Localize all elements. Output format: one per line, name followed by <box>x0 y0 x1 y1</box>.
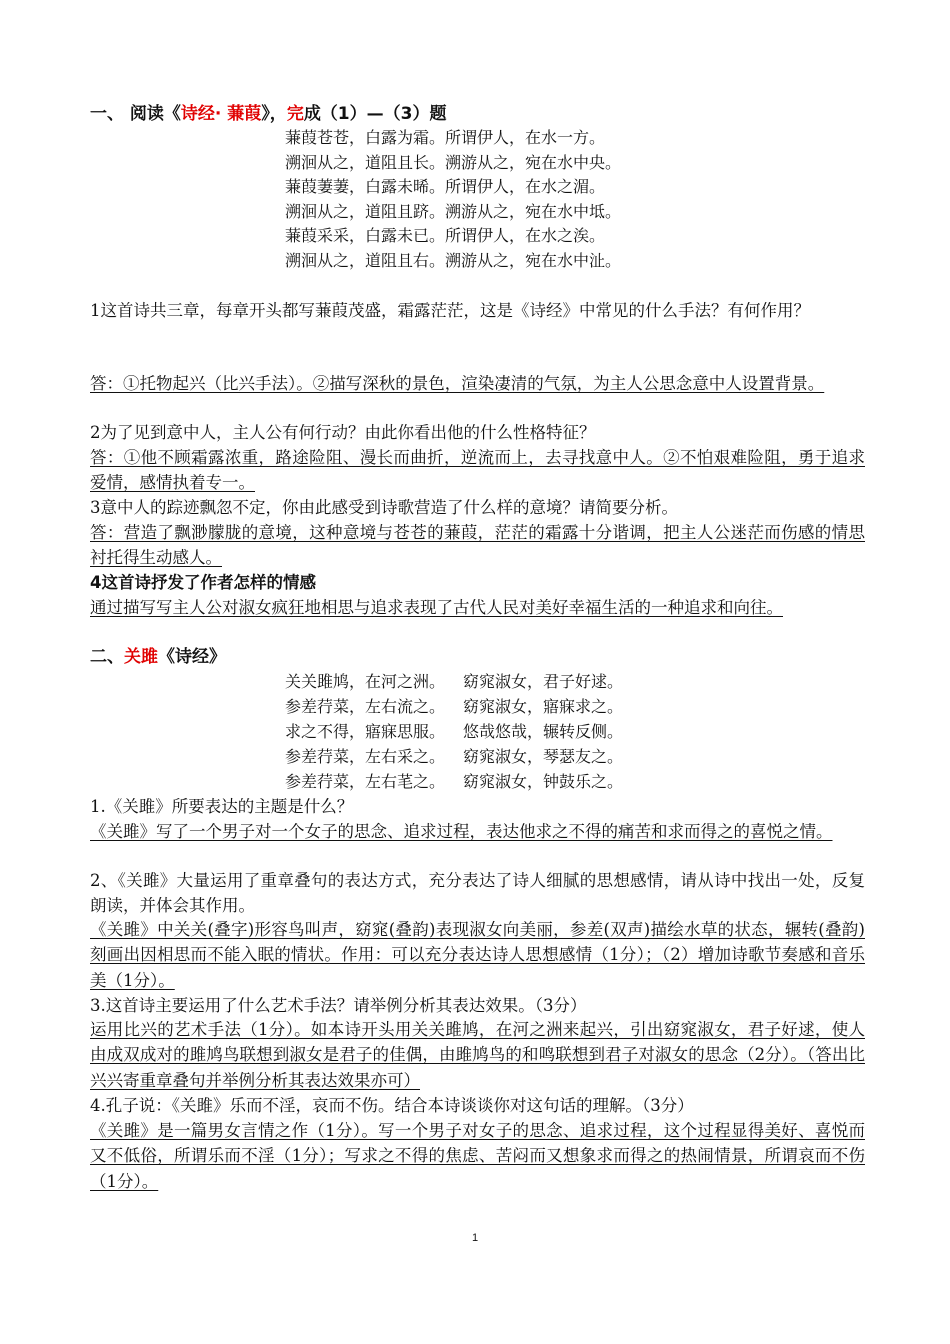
guanju-poem <box>285 669 623 794</box>
poem-half-line: 求之不得，寤寐思服。 <box>285 722 446 741</box>
section1-a2: 答：①他不顾霜露浓重，路途险阻、漫长而曲折，逆流而上，去寻找意中人。②不怕艰难险阻，勇于追求爱情，感情执着专一。 <box>90 448 865 493</box>
section1-heading <box>90 102 865 127</box>
poem-line: 溯洄从之，道阻且跻。溯游从之，宛在水中坻。 <box>285 201 622 221</box>
poem-line <box>285 694 623 719</box>
poem-half-line: 参差荇菜，左右采之。 <box>285 747 446 766</box>
poem-half-line: 窈窕淑女，君子好逑。 <box>463 672 624 691</box>
section2-heading-title: 关雎 <box>124 647 158 667</box>
section2-q1: 1.《关雎》所要表达的主题是什么？ <box>90 797 354 816</box>
poem-line <box>285 669 623 694</box>
section1-heading-suffix: 成（1）—（3）题 <box>303 104 447 124</box>
section2-heading <box>90 645 865 670</box>
section2-heading-suffix: 《诗经》 <box>158 647 226 667</box>
section1-heading-title: 诗经· 蒹葭 <box>180 104 262 124</box>
poem-half-line: 悠哉悠哉，辗转反侧。 <box>463 722 624 741</box>
poem-line <box>285 769 623 794</box>
section2-heading-prefix: 二、 <box>90 647 124 667</box>
poem-half-line: 窈窕淑女，琴瑟友之。 <box>463 747 624 766</box>
section2-a3: 运用比兴的艺术手法（1分）。如本诗开头用关关雎鸠，在河之洲来起兴，引出窈窕淑女，君子好逑，使人由成双成对的雎鸠鸟联想到淑女是君子的佳偶，由雎鸠鸟的和鸣联想到君子对淑女的思念（2分）。（答出比兴兴寄重章叠句并举例分析其表达效果亦可） <box>90 1020 865 1090</box>
poem-half-line: 参差荇菜，左右流之。 <box>285 697 446 716</box>
section2-q3: 3.这首诗主要运用了什么艺术手法？请举例分析其表达效果。（3分） <box>90 996 587 1015</box>
section1-heading-prefix: 一、 阅读《 <box>90 104 181 124</box>
jianjia-poem <box>285 126 621 274</box>
section2-q2: 2、《关雎》大量运用了重章叠句的表达方式，充分表达了诗人细腻的思想感情，请从诗中找出一处，反复朗读，并体会其作用。 <box>90 871 865 916</box>
page-number: 1 <box>471 1232 479 1244</box>
section1-a1: 答：①托物起兴（比兴手法）。②描写深秋的景色，渲染凄清的气氛，为主人公思念意中人设置背景。 <box>90 374 825 393</box>
section1-heading-red-char: 完 <box>286 104 304 124</box>
section1-q4: 4这首诗抒发了作者怎样的情感 <box>90 573 316 592</box>
poem-line <box>285 719 623 744</box>
section1-q3: 3意中人的踪迹飘忽不定，你由此感受到诗歌营造了什么样的意境？请简要分析。 <box>90 498 678 517</box>
section1-heading-mid: 》， <box>261 104 287 124</box>
section1-q1: 1这首诗共三章，每章开头都写蒹葭茂盛，霜露茫茫，这是《诗经》中常见的什么手法？有何作用？ <box>90 301 810 320</box>
poem-half-line: 窈窕淑女，钟鼓乐之。 <box>463 772 624 791</box>
poem-half-line: 关关雎鸠，在河之洲。 <box>285 672 446 691</box>
poem-line: 蒹葭萋萋，白露未晞。所谓伊人，在水之湄。 <box>285 177 606 197</box>
section2-q4: 4.孔子说：《关雎》乐而不淫，哀而不伤。结合本诗谈谈你对这句话的理解。（3分） <box>90 1096 694 1115</box>
poem-line: 溯洄从之，道阻且长。溯游从之，宛在水中央。 <box>285 152 622 172</box>
section1-a3: 答：营造了飘渺朦胧的意境，这种意境与苍苍的蒹葭，茫茫的霜露十分谐调，把主人公迷茫而伤感的情思衬托得生动感人。 <box>90 523 865 568</box>
poem-line: 蒹葭苍苍，白露为霜。所谓伊人，在水一方。 <box>285 128 606 147</box>
poem-half-line: 窈窕淑女，寤寐求之。 <box>463 697 624 716</box>
poem-line: 蒹葭采采，白露未已。所谓伊人，在水之涘。 <box>285 226 606 246</box>
poem-line: 溯洄从之，道阻且右。溯游从之，宛在水中沚。 <box>285 250 622 270</box>
poem-line <box>285 744 623 769</box>
section2-a4: 《关雎》是一篇男女言情之作（1分）。写一个男子对女子的思念、追求过程，这个过程显得美好、喜悦而又不低俗，所谓乐而不淫（1分）；写求之不得的焦虑、苦闷而又想象求而得之的热闹情景，所谓哀而不伤（1分）。 <box>90 1121 865 1191</box>
section2-a1: 《关雎》写了一个男子对一个女子的思念、追求过程，表达他求之不得的痛苦和求而得之的喜悦之情。 <box>90 822 833 841</box>
section1-q2: 2为了见到意中人，主人公有何行动？由此你看出他的什么性格特征？ <box>90 423 596 442</box>
section2-a2: 《关雎》中关关(叠字)形容鸟叫声，窈窕(叠韵)表现淑女向美丽，参差(双声)描绘水草的状态，辗转(叠韵)刻画出因相思而不能入眠的情状。作用：可以充分表达诗人思想感情（1分）；（2）增加诗歌节奏感和音乐美（1分）。 <box>90 920 865 990</box>
section1-a4: 通过描写写主人公对淑女疯狂地相思与追求表现了古代人民对美好幸福生活的一种追求和向往。 <box>90 598 783 617</box>
poem-half-line: 参差荇菜，左右芼之。 <box>285 772 446 791</box>
